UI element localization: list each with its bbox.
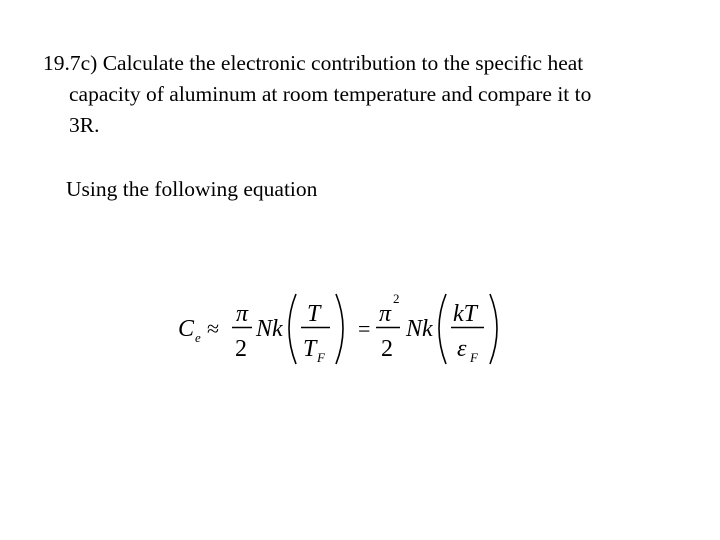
eq-right-paren-2 [490,294,497,364]
eq-T-F: T [303,336,317,362]
problem-line-2: capacity of aluminum at room temperature and compare it to [69,82,592,106]
eq-epsilon-subscript: F [470,350,478,365]
eq-two-1: 2 [235,336,247,362]
specific-heat-equation [170,286,510,376]
eq-left-paren-2 [439,294,446,364]
problem-line-1: 19.7c) Calculate the electronic contribution to the specific heat [43,51,584,75]
eq-left-paren-1 [289,294,296,364]
equation-svg [170,286,510,376]
eq-approx: ≈ [207,316,220,341]
eq-two-2: 2 [381,336,393,362]
eq-Nk-1: Nk [256,316,283,342]
eq-C: C [178,316,195,342]
problem-line-3: 3R. [69,113,100,137]
eq-pi-1: π [236,301,249,327]
equation-intro: Using the following equation [66,177,318,201]
eq-Nk-2: Nk [406,316,433,342]
eq-T: T [307,301,321,327]
eq-right-paren-1 [336,294,343,364]
eq-equals: = [358,316,371,341]
eq-epsilon: ε [457,336,467,362]
eq-kT: kT [453,301,477,327]
eq-pi-exponent: 2 [393,291,400,306]
eq-T-F-subscript: F [317,350,325,365]
eq-pi-2: π [379,301,392,327]
problem-statement [43,48,719,141]
eq-C-subscript: e [195,330,201,345]
